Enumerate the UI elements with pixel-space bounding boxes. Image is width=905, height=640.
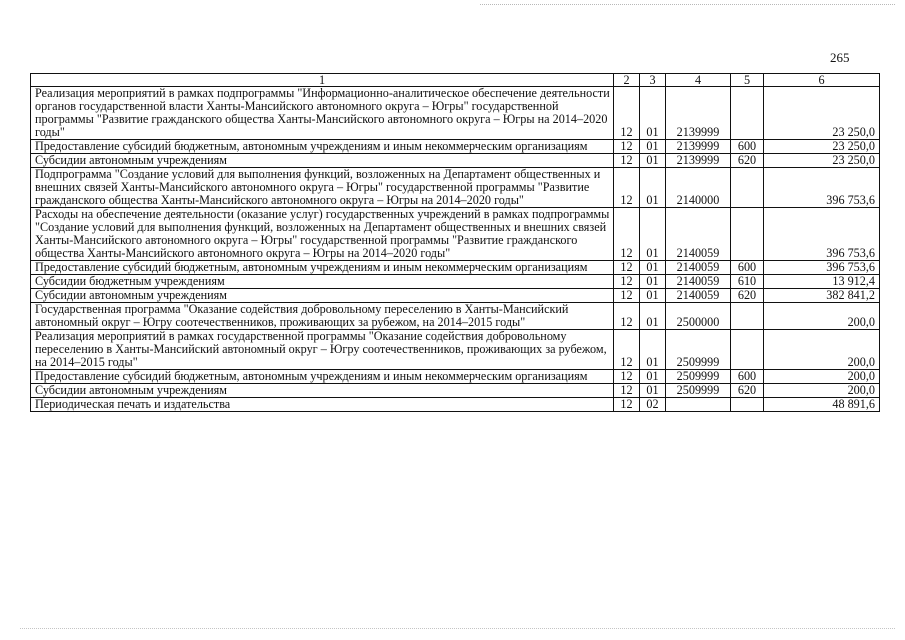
row-subsection: 01 [640, 168, 666, 208]
row-amount: 48 891,6 [764, 398, 880, 412]
table-row [31, 289, 880, 303]
row-amount: 396 753,6 [764, 261, 880, 275]
row-name: Реализация мероприятий в рамках государственной программы "Оказание содействия добровольному переселению в Ханты-Мансийский автономный округ – Югру соотечественников, проживающих за рубежом, на 2014–2015 годы" [31, 330, 614, 370]
row-subsection: 01 [640, 275, 666, 289]
row-amount: 382 841,2 [764, 289, 880, 303]
row-amount: 13 912,4 [764, 275, 880, 289]
row-target-code: 2140059 [666, 208, 731, 261]
row-section: 12 [614, 261, 640, 275]
row-name: Расходы на обеспечение деятельности (оказание услуг) государственных учреждений в рамках подпрограммы "Создание условий для выполнения функций, возложенных на Департамент общественных и внешних связей Ханты-Мансийского автономного округа – Югры" государственной программы "Развитие гражданского общества Ханты-Мансийского автономного округа – Югры на 2014–2020 годы" [31, 208, 614, 261]
row-section: 12 [614, 289, 640, 303]
column-header: 4 [666, 74, 731, 87]
row-name: Предоставление субсидий бюджетным, автономным учреждениям и иным некоммерческим организациям [31, 140, 614, 154]
scan-artifact-bottom [20, 628, 895, 631]
table-row [31, 275, 880, 289]
row-target-code: 2140059 [666, 289, 731, 303]
row-target-code: 2139999 [666, 87, 731, 140]
row-amount: 200,0 [764, 303, 880, 330]
table-row [31, 384, 880, 398]
table-row [31, 87, 880, 140]
row-name: Периодическая печать и издательства [31, 398, 614, 412]
row-name: Субсидии автономным учреждениям [31, 154, 614, 168]
row-section: 12 [614, 370, 640, 384]
budget-table [30, 73, 880, 412]
row-expense-type [731, 87, 764, 140]
row-expense-type: 620 [731, 289, 764, 303]
row-amount: 23 250,0 [764, 140, 880, 154]
row-subsection: 01 [640, 330, 666, 370]
row-section: 12 [614, 140, 640, 154]
row-amount: 200,0 [764, 330, 880, 370]
row-section: 12 [614, 208, 640, 261]
row-target-code: 2139999 [666, 140, 731, 154]
row-subsection: 01 [640, 87, 666, 140]
row-expense-type: 600 [731, 370, 764, 384]
row-expense-type: 610 [731, 275, 764, 289]
table-row [31, 370, 880, 384]
row-expense-type [731, 208, 764, 261]
row-target-code: 2140059 [666, 275, 731, 289]
row-section: 12 [614, 275, 640, 289]
scan-artifact-top [480, 4, 895, 7]
row-name: Субсидии бюджетным учреждениям [31, 275, 614, 289]
row-name: Субсидии автономным учреждениям [31, 384, 614, 398]
row-name: Подпрограмма "Создание условий для выполнения функций, возложенных на Департамент общественных и внешних связей Ханты-Мансийского автономного округа – Югры" государственной программы "Развитие гражданского общества Ханты-Мансийского автономного округа – Югры на 2014–2020 годы" [31, 168, 614, 208]
row-target-code: 2140000 [666, 168, 731, 208]
row-expense-type: 620 [731, 384, 764, 398]
row-section: 12 [614, 87, 640, 140]
row-target-code: 2140059 [666, 261, 731, 275]
row-section: 12 [614, 154, 640, 168]
table-row [31, 208, 880, 261]
row-amount: 396 753,6 [764, 208, 880, 261]
row-target-code: 2509999 [666, 384, 731, 398]
column-header: 3 [640, 74, 666, 87]
row-expense-type: 600 [731, 261, 764, 275]
column-header: 1 [31, 74, 614, 87]
row-subsection: 02 [640, 398, 666, 412]
row-section: 12 [614, 398, 640, 412]
column-header: 6 [764, 74, 880, 87]
row-name: Предоставление субсидий бюджетным, автономным учреждениям и иным некоммерческим организациям [31, 370, 614, 384]
row-amount: 200,0 [764, 384, 880, 398]
row-subsection: 01 [640, 289, 666, 303]
row-subsection: 01 [640, 261, 666, 275]
row-subsection: 01 [640, 303, 666, 330]
row-name: Субсидии автономным учреждениям [31, 289, 614, 303]
column-header: 5 [731, 74, 764, 87]
row-target-code [666, 398, 731, 412]
row-name: Предоставление субсидий бюджетным, автономным учреждениям и иным некоммерческим организациям [31, 261, 614, 275]
table-header-row [31, 74, 880, 87]
row-target-code: 2139999 [666, 154, 731, 168]
table-row [31, 261, 880, 275]
column-header: 2 [614, 74, 640, 87]
row-name: Государственная программа "Оказание содействия добровольному переселению в Ханты-Мансийский автономный округ – Югру соотечественников, проживающих за рубежом, на 2014–2015 годы" [31, 303, 614, 330]
row-expense-type [731, 330, 764, 370]
page-number: 265 [830, 50, 850, 65]
table-row [31, 303, 880, 330]
row-amount: 200,0 [764, 370, 880, 384]
row-subsection: 01 [640, 370, 666, 384]
table-row [31, 168, 880, 208]
row-expense-type [731, 303, 764, 330]
row-section: 12 [614, 303, 640, 330]
row-target-code: 2509999 [666, 370, 731, 384]
row-expense-type [731, 168, 764, 208]
row-expense-type: 600 [731, 140, 764, 154]
row-target-code: 2509999 [666, 330, 731, 370]
row-amount: 396 753,6 [764, 168, 880, 208]
row-expense-type: 620 [731, 154, 764, 168]
row-section: 12 [614, 168, 640, 208]
row-subsection: 01 [640, 384, 666, 398]
row-subsection: 01 [640, 140, 666, 154]
row-amount: 23 250,0 [764, 154, 880, 168]
row-expense-type [731, 398, 764, 412]
row-subsection: 01 [640, 208, 666, 261]
row-target-code: 2500000 [666, 303, 731, 330]
table-row [31, 154, 880, 168]
row-subsection: 01 [640, 154, 666, 168]
row-amount: 23 250,0 [764, 87, 880, 140]
table-row [31, 330, 880, 370]
table-row [31, 398, 880, 412]
row-section: 12 [614, 384, 640, 398]
row-section: 12 [614, 330, 640, 370]
row-name: Реализация мероприятий в рамках подпрограммы "Информационно-аналитическое обеспечение деятельности органов государственной власти Ханты-Мансийского автономного округа – Югры" государственной программы "Развитие гражданского общества Ханты-Мансийского автономного округа – Югры на 2014–2020 годы" [31, 87, 614, 140]
table-row [31, 140, 880, 154]
